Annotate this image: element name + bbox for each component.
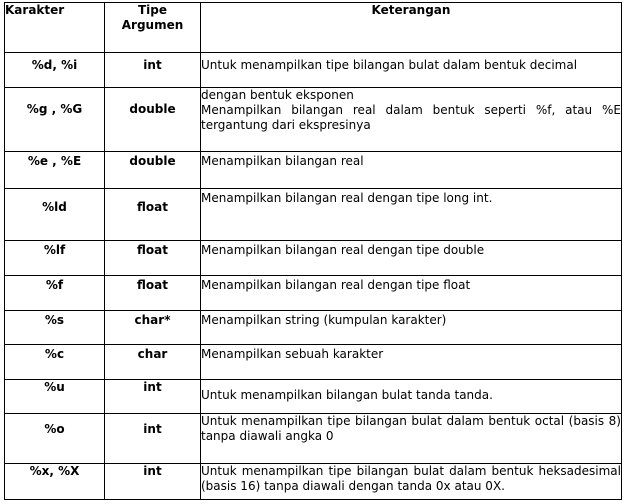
cell-karakter: %ld	[5, 189, 105, 241]
cell-tipe: char*	[105, 311, 201, 345]
cell-karakter: %c	[5, 345, 105, 380]
table-row	[5, 88, 622, 152]
header-row	[5, 3, 622, 53]
table-row	[5, 276, 622, 311]
cell-keterangan: Menampilkan bilangan real dengan tipe float	[201, 276, 622, 311]
table-row	[5, 380, 622, 414]
cell-tipe: float	[105, 189, 201, 241]
header-tipe-label: Tipe Argumen	[121, 3, 184, 32]
cell-tipe: int	[105, 464, 201, 500]
cell-tipe: int	[105, 414, 201, 464]
table-row	[5, 414, 622, 464]
table-row	[5, 345, 622, 380]
cell-keterangan: Untuk menampilkan tipe bilangan bulat dalam bentuk heksadesimal (basis 16) tanpa diawali dengan tanda 0x atau 0X.	[201, 464, 622, 500]
table-row	[5, 311, 622, 345]
cell-karakter: %e , %E	[5, 152, 105, 189]
cell-tipe: float	[105, 276, 201, 311]
cell-tipe: int	[105, 53, 201, 88]
cell-keterangan: Untuk menampilkan bilangan bulat tanda tanda.	[201, 380, 622, 414]
cell-karakter: %x, %X	[5, 464, 105, 500]
cell-karakter: %f	[5, 276, 105, 311]
cell-tipe: float	[105, 241, 201, 276]
cell-keterangan: Menampilkan sebuah karakter	[201, 345, 622, 380]
cell-karakter: %d, %i	[5, 53, 105, 88]
cell-karakter: %s	[5, 311, 105, 345]
table-row	[5, 189, 622, 241]
cell-tipe: double	[105, 88, 201, 152]
table-row	[5, 152, 622, 189]
cell-keterangan: Untuk menampilkan tipe bilangan bulat dalam bentuk decimal	[201, 53, 622, 88]
table-row	[5, 241, 622, 276]
cell-tipe: int	[105, 380, 201, 414]
header-tipe-argumen	[105, 3, 201, 53]
header-karakter: Karakter	[5, 3, 105, 53]
table-row	[5, 464, 622, 500]
cell-keterangan: Menampilkan bilangan real	[201, 152, 622, 189]
cell-karakter: %g , %G	[5, 88, 105, 152]
cell-keterangan: Menampilkan bilangan real dengan tipe double	[201, 241, 622, 276]
table-row	[5, 53, 622, 88]
cell-tipe: double	[105, 152, 201, 189]
cell-tipe: char	[105, 345, 201, 380]
header-keterangan: Keterangan	[201, 3, 622, 53]
cell-keterangan: dengan bentuk eksponen Menampilkan bilangan real dalam bentuk seperti %f, atau %E tergantung dari ekspresinya	[201, 88, 622, 152]
format-specifier-table	[4, 2, 622, 500]
cell-karakter: %u	[5, 380, 105, 414]
cell-keterangan: Menampilkan string (kumpulan karakter)	[201, 311, 622, 345]
cell-keterangan: Menampilkan bilangan real dengan tipe long int.	[201, 189, 622, 241]
cell-karakter: %o	[5, 414, 105, 464]
cell-keterangan: Untuk menampilkan tipe bilangan bulat dalam bentuk octal (basis 8) tanpa diawali angka 0	[201, 414, 622, 464]
cell-karakter: %lf	[5, 241, 105, 276]
